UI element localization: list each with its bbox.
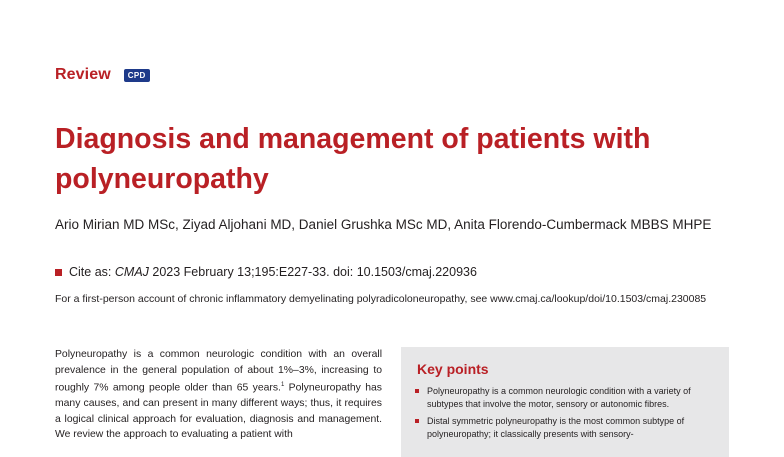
section-header (55, 66, 150, 84)
square-bullet-icon (415, 419, 419, 423)
key-point-item (415, 415, 725, 441)
key-points-title: Key points (417, 361, 489, 377)
reference-superscript: 1 (280, 382, 285, 389)
square-bullet-icon (55, 269, 62, 276)
body-text-part-1: Polyneuropathy is a common neurologic condition with an overall prevalence in the general population of about 1%–3%, increasing to roughly 7% among people older than 65 years. (55, 349, 382, 394)
body-text-part-2: Polyneuropathy has many causes, and can present in many different ways; thus, it requires a logical clinical approach for evaluation, diagnosis and management. We review the approach to evaluating a patient with (55, 382, 383, 441)
square-bullet-icon (415, 389, 419, 393)
citation-details: 2023 February 13;195:E227-33. doi: 10.1503/cmaj.220936 (152, 265, 477, 279)
key-point-text: Polyneuropathy is a common neurologic condition with a variety of subtypes that involve the motor, sensory or autonomic fibres. (427, 386, 691, 409)
body-paragraph (55, 347, 382, 443)
key-points-list (415, 385, 725, 445)
key-point-item (415, 385, 725, 411)
article-title: Diagnosis and management of patients with polyneuropathy (55, 123, 651, 195)
cpd-badge: CPD (124, 69, 150, 82)
section-label: Review (55, 66, 111, 83)
citation-prefix: Cite as: (69, 265, 112, 279)
citation (55, 265, 477, 279)
related-article-note: For a first-person account of chronic inflammatory demyelinating polyradicoloneuropathy, see www.cmaj.ca/lookup/doi/10.1503/cmaj.230085 (55, 293, 707, 305)
key-point-text: Distal symmetric polyneuropathy is the most common subtype of polyneuropathy; it classically presents with sensory- (427, 416, 685, 439)
citation-journal: CMAJ (114, 265, 149, 279)
author-list: Ario Mirian MD MSc, Ziyad Aljohani MD, Daniel Grushka MSc MD, Anita Florendo-Cumbermack MBBS MHPE (55, 217, 712, 232)
